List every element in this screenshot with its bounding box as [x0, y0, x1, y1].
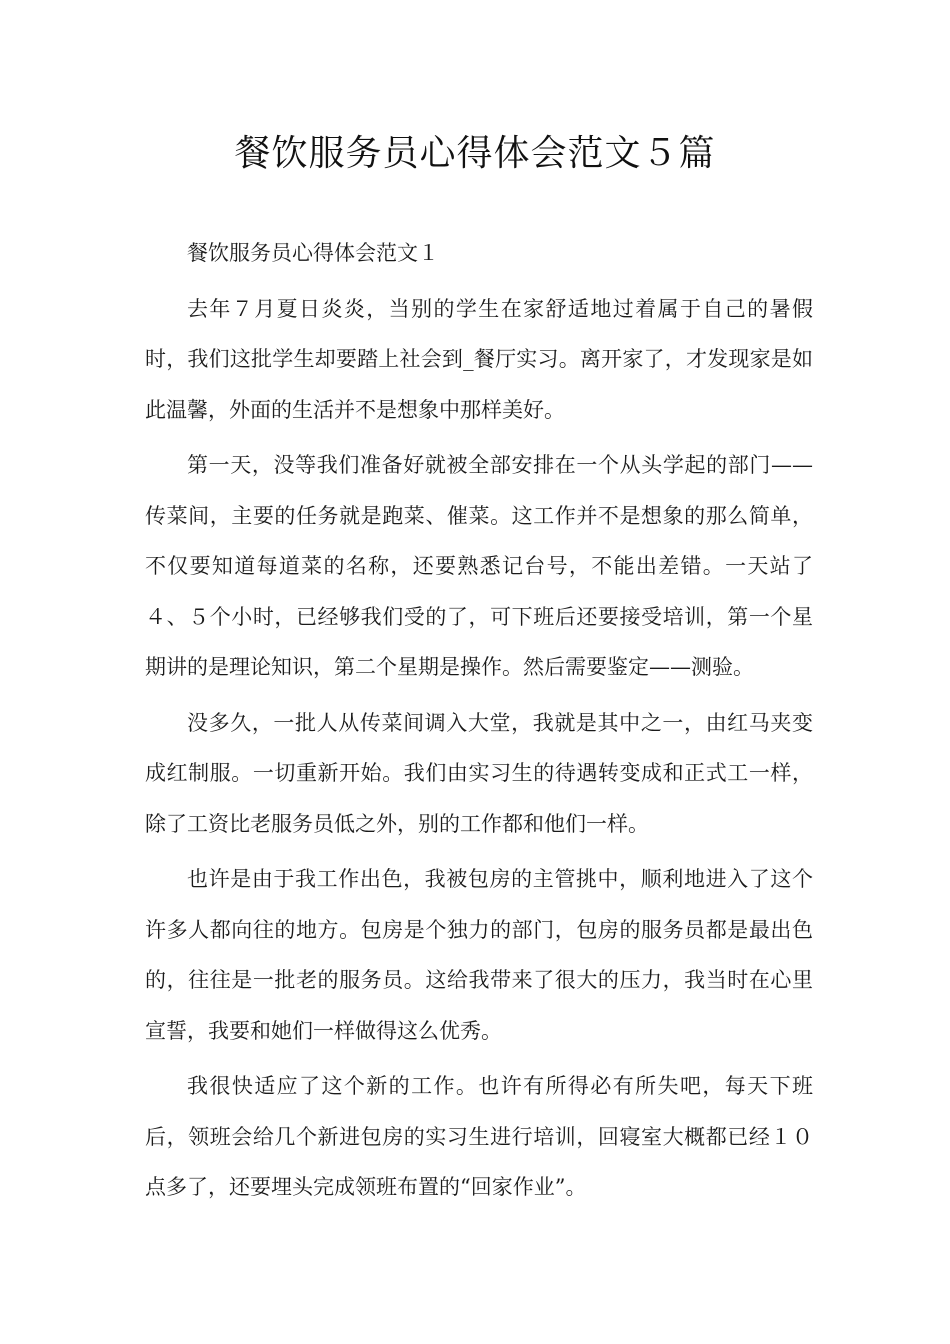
body-paragraph: 我很快适应了这个新的工作。也许有所得必有所失吧，每天下班后，领班会给几个新进包房的实习生进行培训，回寝室大概都已经１０点多了，还要埋头完成领班布置的“回家作业”。	[145, 1074, 813, 1199]
body-paragraph: 第一天，没等我们准备好就被全部安排在一个从头学起的部门——传菜间，主要的任务就是跑菜、催菜。这工作并不是想象的那么简单，不仅要知道每道菜的名称，还要熟悉记台号，不能出差错。一天站了４、５个小时，已经够我们受的了，可下班后还要接受培训，第一个星期讲的是理论知识，第二个星期是操作。然后需要鉴定——测验。	[145, 453, 813, 679]
body-paragraph: 去年７月夏日炎炎，当别的学生在家舒适地过着属于自己的暑假时，我们这批学生却要踏上社会到_餐厅实习。离开家了，才发现家是如此温馨，外面的生活并不是想象中那样美好。	[145, 296, 813, 422]
document-body	[145, 228, 813, 1218]
body-paragraph: 没多久，一批人从传菜间调入大堂，我就是其中之一，由红马夹变成红制服。一切重新开始。我们由实习生的待遇转变成和正式工一样，除了工资比老服务员低之外，别的工作都和他们一样。	[145, 710, 813, 836]
body-paragraph: 也许是由于我工作出色，我被包房的主管挑中，顺利地进入了这个许多人都向往的地方。包房是个独力的部门，包房的服务员都是最出色的，往往是一批老的服务员。这给我带来了很大的压力，我当时在心里宣誓，我要和她们一样做得这么优秀。	[145, 867, 813, 1043]
document-title: 餐饮服务员心得体会范文５篇	[234, 133, 716, 174]
section-heading: 餐饮服务员心得体会范文１	[187, 241, 439, 265]
